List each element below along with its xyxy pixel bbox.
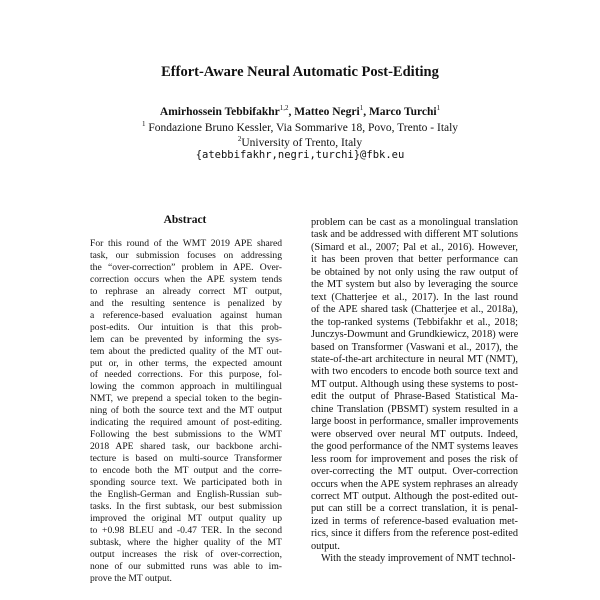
body-text-line: over-correcting the MT output. Over-correction xyxy=(311,466,518,478)
body-text-line: output. xyxy=(311,540,340,552)
author-email[interactable]: {atebbifakhr,negri,turchi}@fbk.eu xyxy=(195,149,405,161)
abstract-line: For this round of the WMT 2019 APE shared xyxy=(90,238,282,249)
abstract-line: post-edits. Our intuition is that this prob- xyxy=(90,321,282,333)
abstract-line: correction occurs when the APE system tends xyxy=(90,273,282,285)
body-text-line: of the APE shared task (Chatterjee et al., 2018a), xyxy=(311,304,518,316)
abstract-line: none of our submitted runs was able to im- xyxy=(90,560,282,572)
abstract-line: to rephrase an already correct MT output, xyxy=(90,285,282,297)
abstract-line: lem can be prevented by informing the sys- xyxy=(90,333,282,345)
body-text-line: state-of-the-art architecture in neural MT (NMT), xyxy=(311,353,518,365)
abstract-line: and the resulting sentence is penalized by xyxy=(90,297,282,309)
affiliation-text: Fondazione Bruno Kessler, Via Sommarive 18, Povo, Trento - Italy xyxy=(148,121,459,134)
abstract-line: put or, in other terms, the expected amount xyxy=(90,357,282,369)
body-text-line: text (Chatterjee et al., 2017). In the last round xyxy=(311,291,518,303)
abstract-line: the English-German and English-Russian sub- xyxy=(90,489,282,501)
abstract-line: tasks. In the first subtask, our best submission xyxy=(90,500,282,512)
body-text-line: ized in terms of reference-based evaluation met- xyxy=(311,515,518,527)
body-text-line: less room for improvement and poses the risk of xyxy=(311,453,518,465)
abstract-line: to +0.98 BLEU and -0.47 TER. In the second xyxy=(90,524,282,536)
body-text-line: (Simard et al., 2007; Pal et al., 2016). However, xyxy=(311,241,518,253)
abstract-line: lowing the common approach in multilingual xyxy=(90,381,282,393)
body-text-line: the top-ranked systems (Tebbifakhr et al., 2018; xyxy=(311,316,518,328)
body-text-line: it has been proven that better performance can xyxy=(311,254,518,266)
abstract-line: a reference-based evaluation against human xyxy=(90,309,282,321)
paper-title: Effort-Aware Neural Automatic Post-Editing xyxy=(161,64,439,80)
body-text-line: correct MT output. Although the post-edited out- xyxy=(311,490,518,502)
author-list xyxy=(0,104,600,118)
affiliation-text: University of Trento, Italy xyxy=(241,136,363,149)
introduction-body xyxy=(311,217,518,566)
author-affiliation-mark: 1 xyxy=(359,104,364,112)
author-affiliation-mark: 1 xyxy=(436,104,441,112)
abstract-heading: Abstract xyxy=(163,214,207,226)
affiliation-mark: 2 xyxy=(237,135,242,143)
abstract-line: Following the best submissions to the WMT xyxy=(90,429,282,441)
author-separator: , xyxy=(363,105,369,118)
body-text-line: put can still be a correct translation, it is penal- xyxy=(311,503,518,515)
abstract-line: sponding source text. We participated both in xyxy=(90,477,282,489)
body-text-line: occurs when the APE system rephrases an already xyxy=(311,478,518,490)
body-text-line: With the steady improvement of NMT technol- xyxy=(321,553,516,565)
abstract-line: indicating the required amount of post-editing. xyxy=(90,417,282,429)
abstract-body xyxy=(90,238,282,585)
body-text-line: rics, since it differs from the reference post-edited xyxy=(311,528,518,540)
body-text-line: MT output. Although using these systems to post- xyxy=(311,378,518,390)
abstract-line: NMT, we prepend a special token to the begin- xyxy=(90,393,282,405)
body-text-line: task and be addressed with different MT solutions xyxy=(311,229,518,241)
abstract-line: task, our submission focuses on addressing xyxy=(90,249,282,261)
abstract-line: the “over-correction” problem in APE. Over- xyxy=(90,261,282,273)
abstract-line: subtask, where the higher quality of the MT xyxy=(90,536,282,548)
abstract-line: of needed corrections. For this purpose, fol- xyxy=(90,369,282,381)
author-separator: , xyxy=(288,105,295,118)
author-name: Amirhossein Tebbifakhr xyxy=(159,105,280,118)
abstract-line: tem about the predicted quality of the MT out- xyxy=(90,345,282,357)
body-text-line: problem can be cast as a monolingual translation xyxy=(311,217,518,228)
author-name: Marco Turchi xyxy=(368,105,437,118)
body-text-line: edit the output of Phrase-Based Statistical Ma- xyxy=(311,391,518,403)
body-text-line: based on Transformer (Vaswani et al., 2017), the xyxy=(311,341,518,353)
abstract-line: improved the original MT output quality up xyxy=(90,512,282,524)
abstract-line: 2018 APE shared task, our backbone archi- xyxy=(90,441,282,453)
abstract-line: prove the MT output. xyxy=(90,572,172,584)
body-text-line: the MT system but also by leveraging the source xyxy=(311,279,518,291)
abstract-line: output increases the risk of over-correction, xyxy=(90,548,282,560)
abstract-line: tecture is based on multi-source Transformer xyxy=(90,453,282,465)
body-text-line: the good performance of the NMT systems leaves xyxy=(311,441,518,453)
body-text-line: were observed over neural MT outputs. Indeed, xyxy=(311,428,518,440)
body-text-line: Junczys-Dowmunt and Grundkiewicz, 2018) were xyxy=(311,329,519,341)
body-text-line: chine Translation (PBSMT) system resulted in a xyxy=(311,403,518,415)
affiliation-2 xyxy=(0,135,600,149)
affiliation-mark: 1 xyxy=(141,120,146,128)
abstract-line: to encode both the MT output and the corre- xyxy=(90,465,282,477)
abstract-line: ning of both the source text and the MT output xyxy=(90,405,282,417)
author-name: Matteo Negri xyxy=(294,105,360,118)
body-text-line: with two encoders to encode both source text and xyxy=(311,366,518,378)
author-affiliation-mark: 1,2 xyxy=(279,104,289,112)
body-text-line: large boost in performance, smaller improvements xyxy=(311,416,519,428)
body-text-line: be obtained by not only using the raw output of xyxy=(311,266,518,278)
affiliation-1 xyxy=(0,120,600,134)
